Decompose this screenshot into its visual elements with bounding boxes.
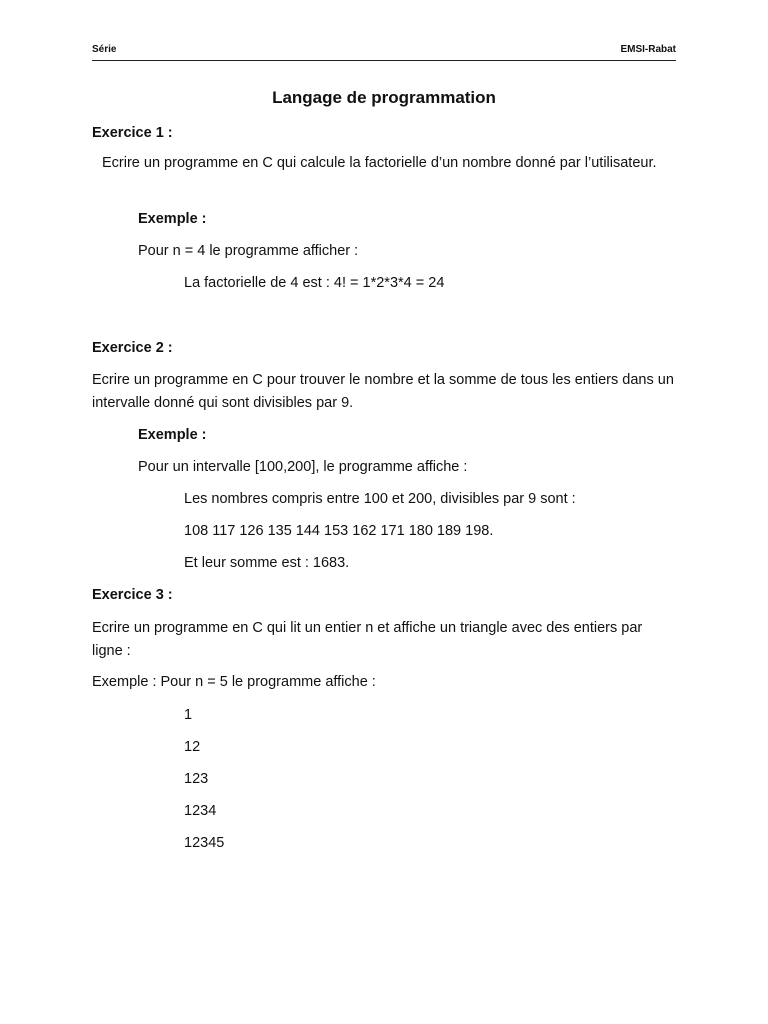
triangle-line: 1234 [184, 803, 217, 819]
exercise3-example-line: Exemple : Pour n = 5 le programme affiche : [92, 674, 376, 690]
exercise2-example-label: Exemple : [138, 427, 207, 443]
header-right-text: EMSI-Rabat [620, 44, 676, 55]
triangle-line: 123 [184, 771, 209, 787]
exercise1-example-intro: Pour n = 4 le programme afficher : [138, 243, 359, 259]
page-header [92, 42, 676, 61]
triangle-line: 12 [184, 739, 201, 755]
exercise2-example-intro: Pour un intervalle [100,200], le programme affiche : [138, 459, 468, 475]
exercise1-example-label: Exemple : [138, 211, 207, 227]
header-left-text: Série [92, 44, 117, 55]
exercise2-output-line2: 108 117 126 135 144 153 162 171 180 189 198. [184, 523, 494, 539]
exercise1-example-output: La factorielle de 4 est : 4! = 1*2*3*4 = 24 [184, 275, 445, 291]
exercise1-statement: Ecrire un programme en C qui calcule la factorielle d’un nombre donné par l’utilisateur. [102, 155, 657, 171]
exercise3-heading: Exercice 3 : [92, 587, 173, 603]
triangle-line: 12345 [184, 835, 225, 851]
document-title: Langage de programmation [272, 88, 496, 107]
exercise1-heading: Exercice 1 : [92, 125, 173, 141]
exercise3-statement: Ecrire un programme en C qui lit un entier n et affiche un triangle avec des entiers par ligne : [92, 620, 643, 659]
exercise2-output-line1: Les nombres compris entre 100 et 200, divisibles par 9 sont : [184, 491, 576, 507]
exercise2-output-line3: Et leur somme est : 1683. [184, 555, 350, 571]
exercise2-heading: Exercice 2 : [92, 340, 173, 356]
triangle-line: 1 [184, 707, 193, 723]
exercise2-statement: Ecrire un programme en C pour trouver le nombre et la somme de tous les entiers dans un intervalle donné qui sont divisibles par 9. [92, 372, 674, 411]
